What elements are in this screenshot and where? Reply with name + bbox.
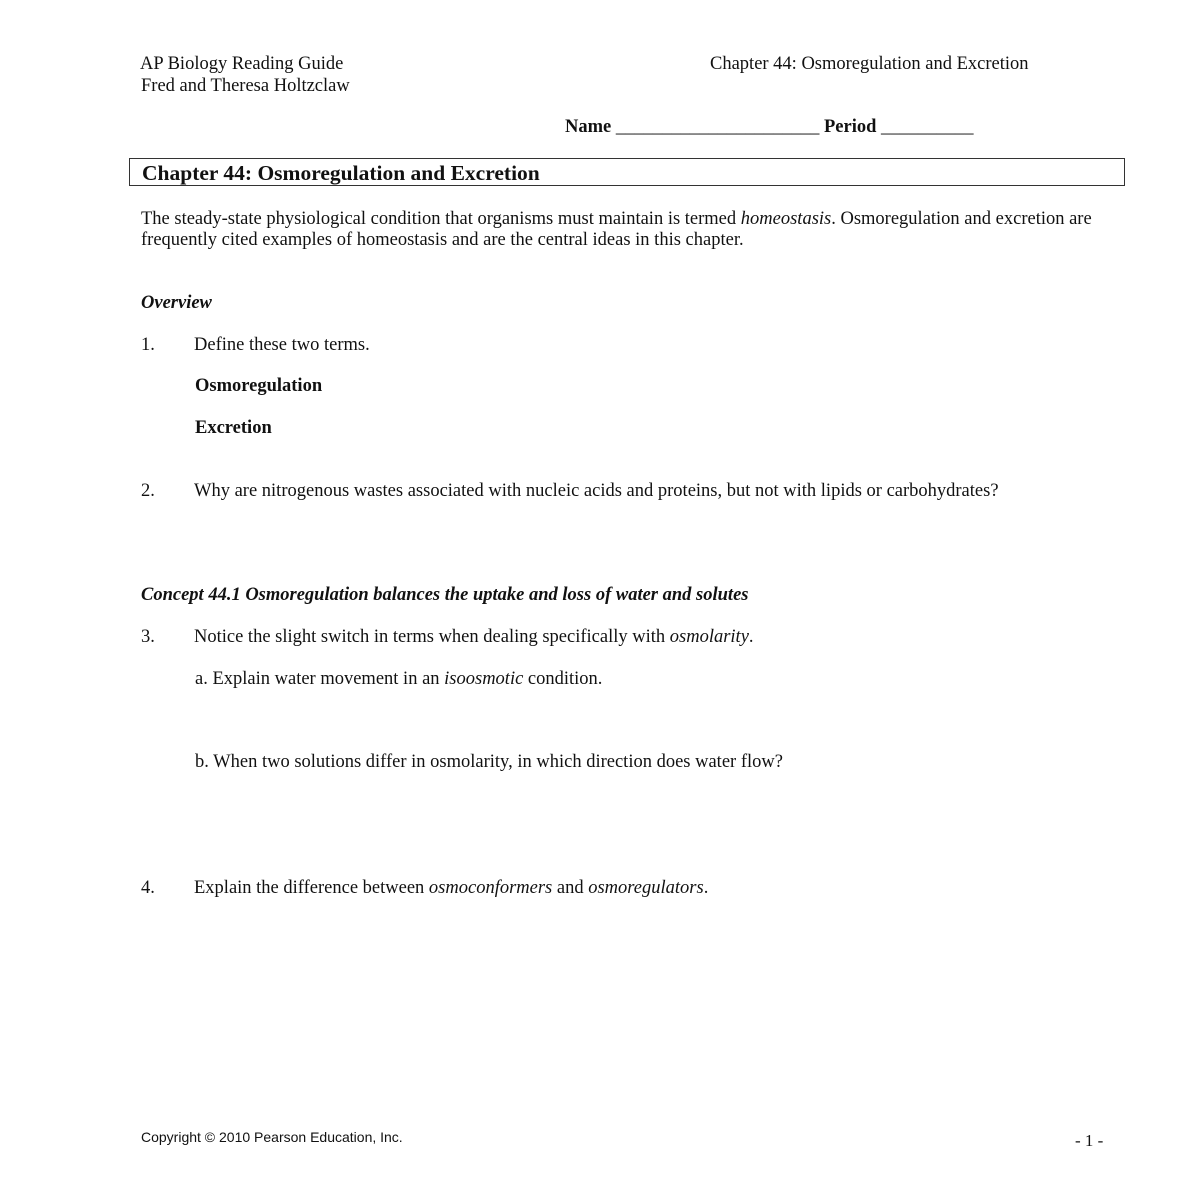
concept-heading: Concept 44.1 Osmoregulation balances the uptake and loss of water and solutes bbox=[141, 585, 749, 605]
q2-number: 2. bbox=[141, 481, 155, 501]
q3b-text: b. When two solutions differ in osmolarity, in which direction does water flow? bbox=[195, 752, 783, 772]
q3a-text-end: condition. bbox=[523, 669, 603, 689]
q4-text-start: Explain the difference between bbox=[194, 878, 429, 898]
footer-copyright: Copyright © 2010 Pearson Education, Inc. bbox=[141, 1129, 403, 1145]
q3a-text bbox=[195, 669, 602, 690]
q4-term-osmoregulators: osmoregulators bbox=[588, 878, 704, 898]
footer-page-number: - 1 - bbox=[1075, 1131, 1104, 1150]
chapter-title: Chapter 44: Osmoregulation and Excretion bbox=[142, 161, 540, 185]
q4-term-osmoconformers: osmoconformers bbox=[428, 878, 553, 898]
header-chapter: Chapter 44: Osmoregulation and Excretion bbox=[710, 54, 1029, 74]
q1-number: 1. bbox=[141, 335, 155, 355]
q1-term-osmoregulation: Osmoregulation bbox=[195, 376, 323, 396]
q3-term-osmolarity: osmolarity bbox=[669, 627, 749, 647]
q4-number: 4. bbox=[141, 878, 155, 898]
q3a-text-start: a. Explain water movement in an bbox=[195, 669, 445, 689]
header-guide-title: AP Biology Reading Guide bbox=[140, 54, 344, 74]
q3-text-start: Notice the slight switch in terms when dealing specifically with bbox=[194, 627, 670, 647]
q4-text-middle: and bbox=[552, 878, 589, 898]
intro-text-rest: . Osmoregulation and excretion are frequently cited examples of homeostasis and are the central ideas in this chapter. bbox=[141, 209, 1092, 250]
period-label: Period bbox=[823, 117, 877, 137]
intro-paragraph bbox=[141, 209, 1116, 251]
intro-term-homeostasis: homeostasis bbox=[740, 209, 832, 229]
q3-number: 3. bbox=[141, 627, 155, 647]
q2-text: Why are nitrogenous wastes associated with nucleic acids and proteins, but not with lipids or carbohydrates? bbox=[194, 481, 999, 501]
name-blank[interactable]: ______________________ bbox=[615, 117, 820, 137]
overview-heading: Overview bbox=[141, 293, 212, 313]
q3-text bbox=[194, 627, 754, 648]
q3-text-end: . bbox=[748, 627, 754, 647]
name-label: Name bbox=[565, 117, 612, 137]
q3a-term-isoosmotic: isoosmotic bbox=[444, 669, 524, 689]
period-blank[interactable]: __________ bbox=[881, 117, 974, 137]
header-authors: Fred and Theresa Holtzclaw bbox=[141, 76, 350, 96]
q4-text-end: . bbox=[703, 878, 709, 898]
intro-text: The steady-state physiological condition that organisms must maintain is termed bbox=[141, 209, 741, 229]
name-period-line bbox=[565, 117, 974, 138]
q1-text: Define these two terms. bbox=[194, 335, 370, 355]
chapter-title-box bbox=[129, 158, 1125, 186]
q4-text bbox=[194, 878, 708, 899]
q1-term-excretion: Excretion bbox=[195, 418, 272, 438]
